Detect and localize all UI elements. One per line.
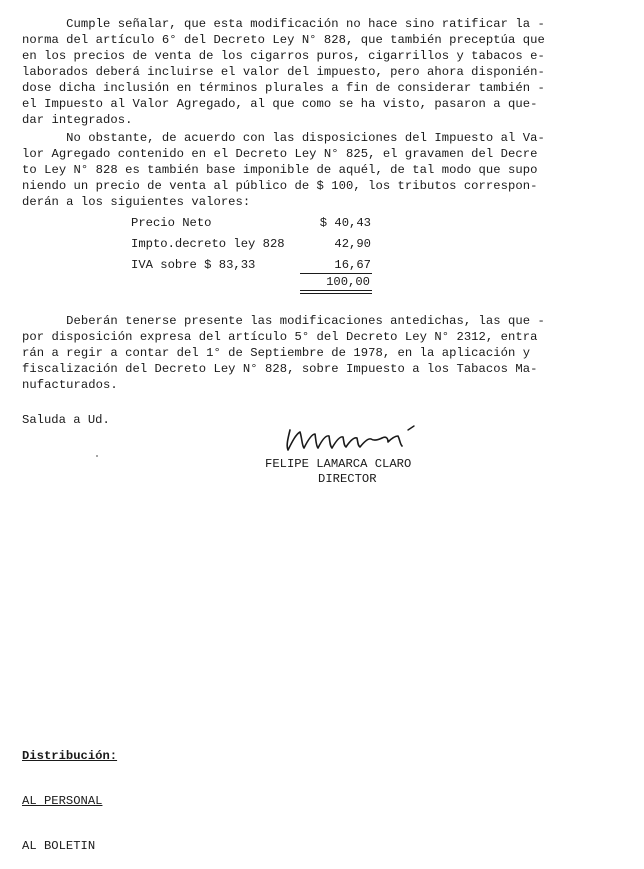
signatory-title: DIRECTOR — [318, 472, 377, 486]
closing-salutation: Saluda a Ud. — [22, 413, 110, 427]
text-line: norma del artículo 6° del Decreto Ley N° 828, que también preceptúa que — [22, 33, 545, 47]
distribution-list — [22, 719, 117, 869]
row-label: Precio Neto — [131, 216, 212, 230]
double-rule-bottom — [300, 293, 372, 294]
table-total: 100,00 — [326, 275, 370, 289]
text-line: lor Agregado contenido en el Decreto Ley N° 825, el gravamen del Decre — [22, 147, 538, 161]
row-label: Impto.decreto ley 828 — [131, 237, 285, 251]
text-line: derán a los siguientes valores: — [22, 195, 251, 209]
scan-speck — [96, 455, 98, 457]
row-value: 42,90 — [334, 237, 371, 251]
text-line: rán a regir a contar del 1° de Septiembre de 1978, en la aplicación y — [22, 346, 531, 360]
text-line: niendo un precio de venta al público de $ 100, los tributos correspon- — [22, 179, 538, 193]
distribution-heading: Distribución: — [22, 749, 118, 763]
text-line: el Impuesto al Valor Agregado, al que como se ha visto, pasaron a que- — [22, 97, 538, 111]
text-line: nufacturados. — [22, 378, 118, 392]
signatory-name: FELIPE LAMARCA CLARO — [265, 457, 412, 471]
distribution-item: AL BOLETIN — [22, 839, 96, 853]
handwritten-signature — [282, 420, 432, 456]
text-line: Cumple señalar, que esta modificación no hace sino ratificar la - — [22, 17, 545, 31]
distribution-item: AL PERSONAL — [22, 794, 103, 808]
row-value: $ 40,43 — [319, 216, 371, 230]
row-value: 16,67 — [334, 258, 371, 272]
text-line: Deberán tenerse presente las modificaciones antedichas, las que - — [22, 314, 545, 328]
text-line: dose dicha inclusión en términos plurales a fin de considerar también - — [22, 81, 545, 95]
text-line: No obstante, de acuerdo con las disposiciones del Impuesto al Va- — [22, 131, 545, 145]
text-line: por disposición expresa del artículo 5° del Decreto Ley N° 2312, entra — [22, 330, 538, 344]
text-line: dar integrados. — [22, 113, 133, 127]
text-line: fiscalización del Decreto Ley N° 828, sobre Impuesto a los Tabacos Ma- — [22, 362, 538, 376]
text-line: to Ley N° 828 es también base imponible de aquél, de tal modo que supo — [22, 163, 538, 177]
row-label: IVA sobre $ 83,33 — [131, 258, 256, 272]
double-rule-top — [300, 290, 372, 291]
text-line: laborados deberá incluirse el valor del impuesto, pero ahora disponién- — [22, 65, 545, 79]
text-line: en los precios de venta de los cigarros puros, cigarrillos y tabacos e- — [22, 49, 545, 63]
